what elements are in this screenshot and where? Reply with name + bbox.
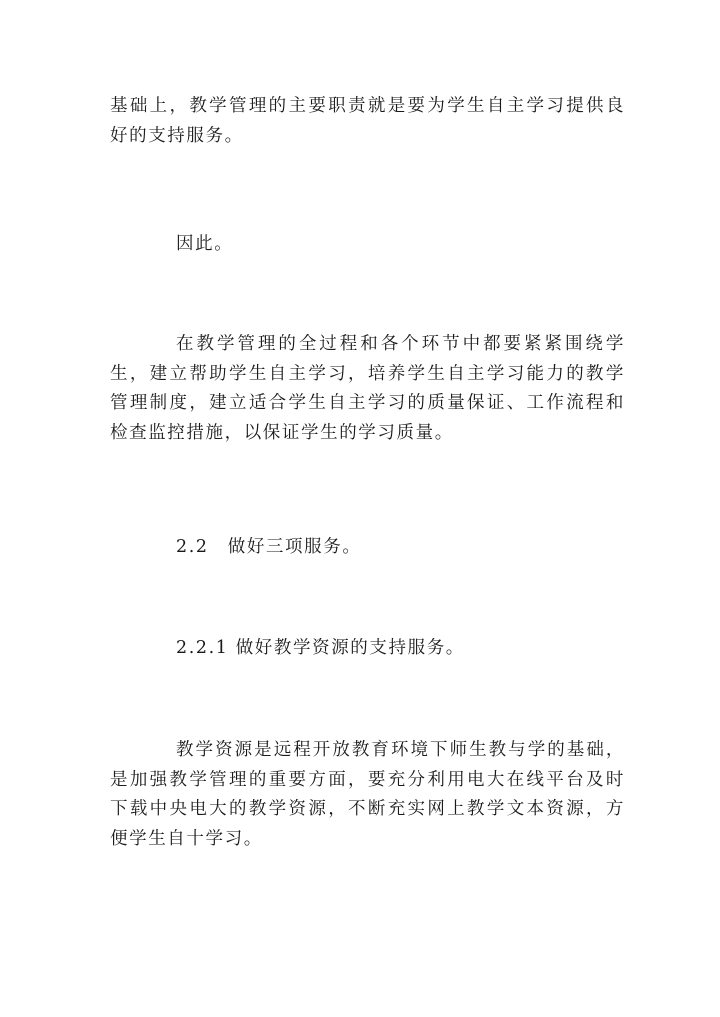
paragraph-continuation: 基础上，教学管理的主要职责就是要为学生自主学习提供良好的支持服务。 (110, 96, 625, 146)
section-heading-2-2: 2.2 做好三项服务。 (176, 537, 362, 557)
section-heading-2-2-1: 2.2.1 做好教学资源的支持服务。 (176, 638, 465, 658)
paragraph-management-process: 在教学管理的全过程和各个环节中都要紧紧围绕学生，建立帮助学生自主学习，培养学生自主学习能力的教学管理制度，建立适合学生自主学习的质量保证、工作流程和检查监控措施，以保证学生的学习质量。 (110, 334, 625, 443)
paragraph-teaching-resources: 教学资源是远程开放教育环境下师生教与学的基础，是加强教学管理的重要方面，要充分利用电大在线平台及时下载中央电大的教学资源，不断充实网上教学文本资源，方便学生自十学习。 (110, 740, 625, 849)
paragraph-therefore: 因此。 (176, 234, 234, 254)
